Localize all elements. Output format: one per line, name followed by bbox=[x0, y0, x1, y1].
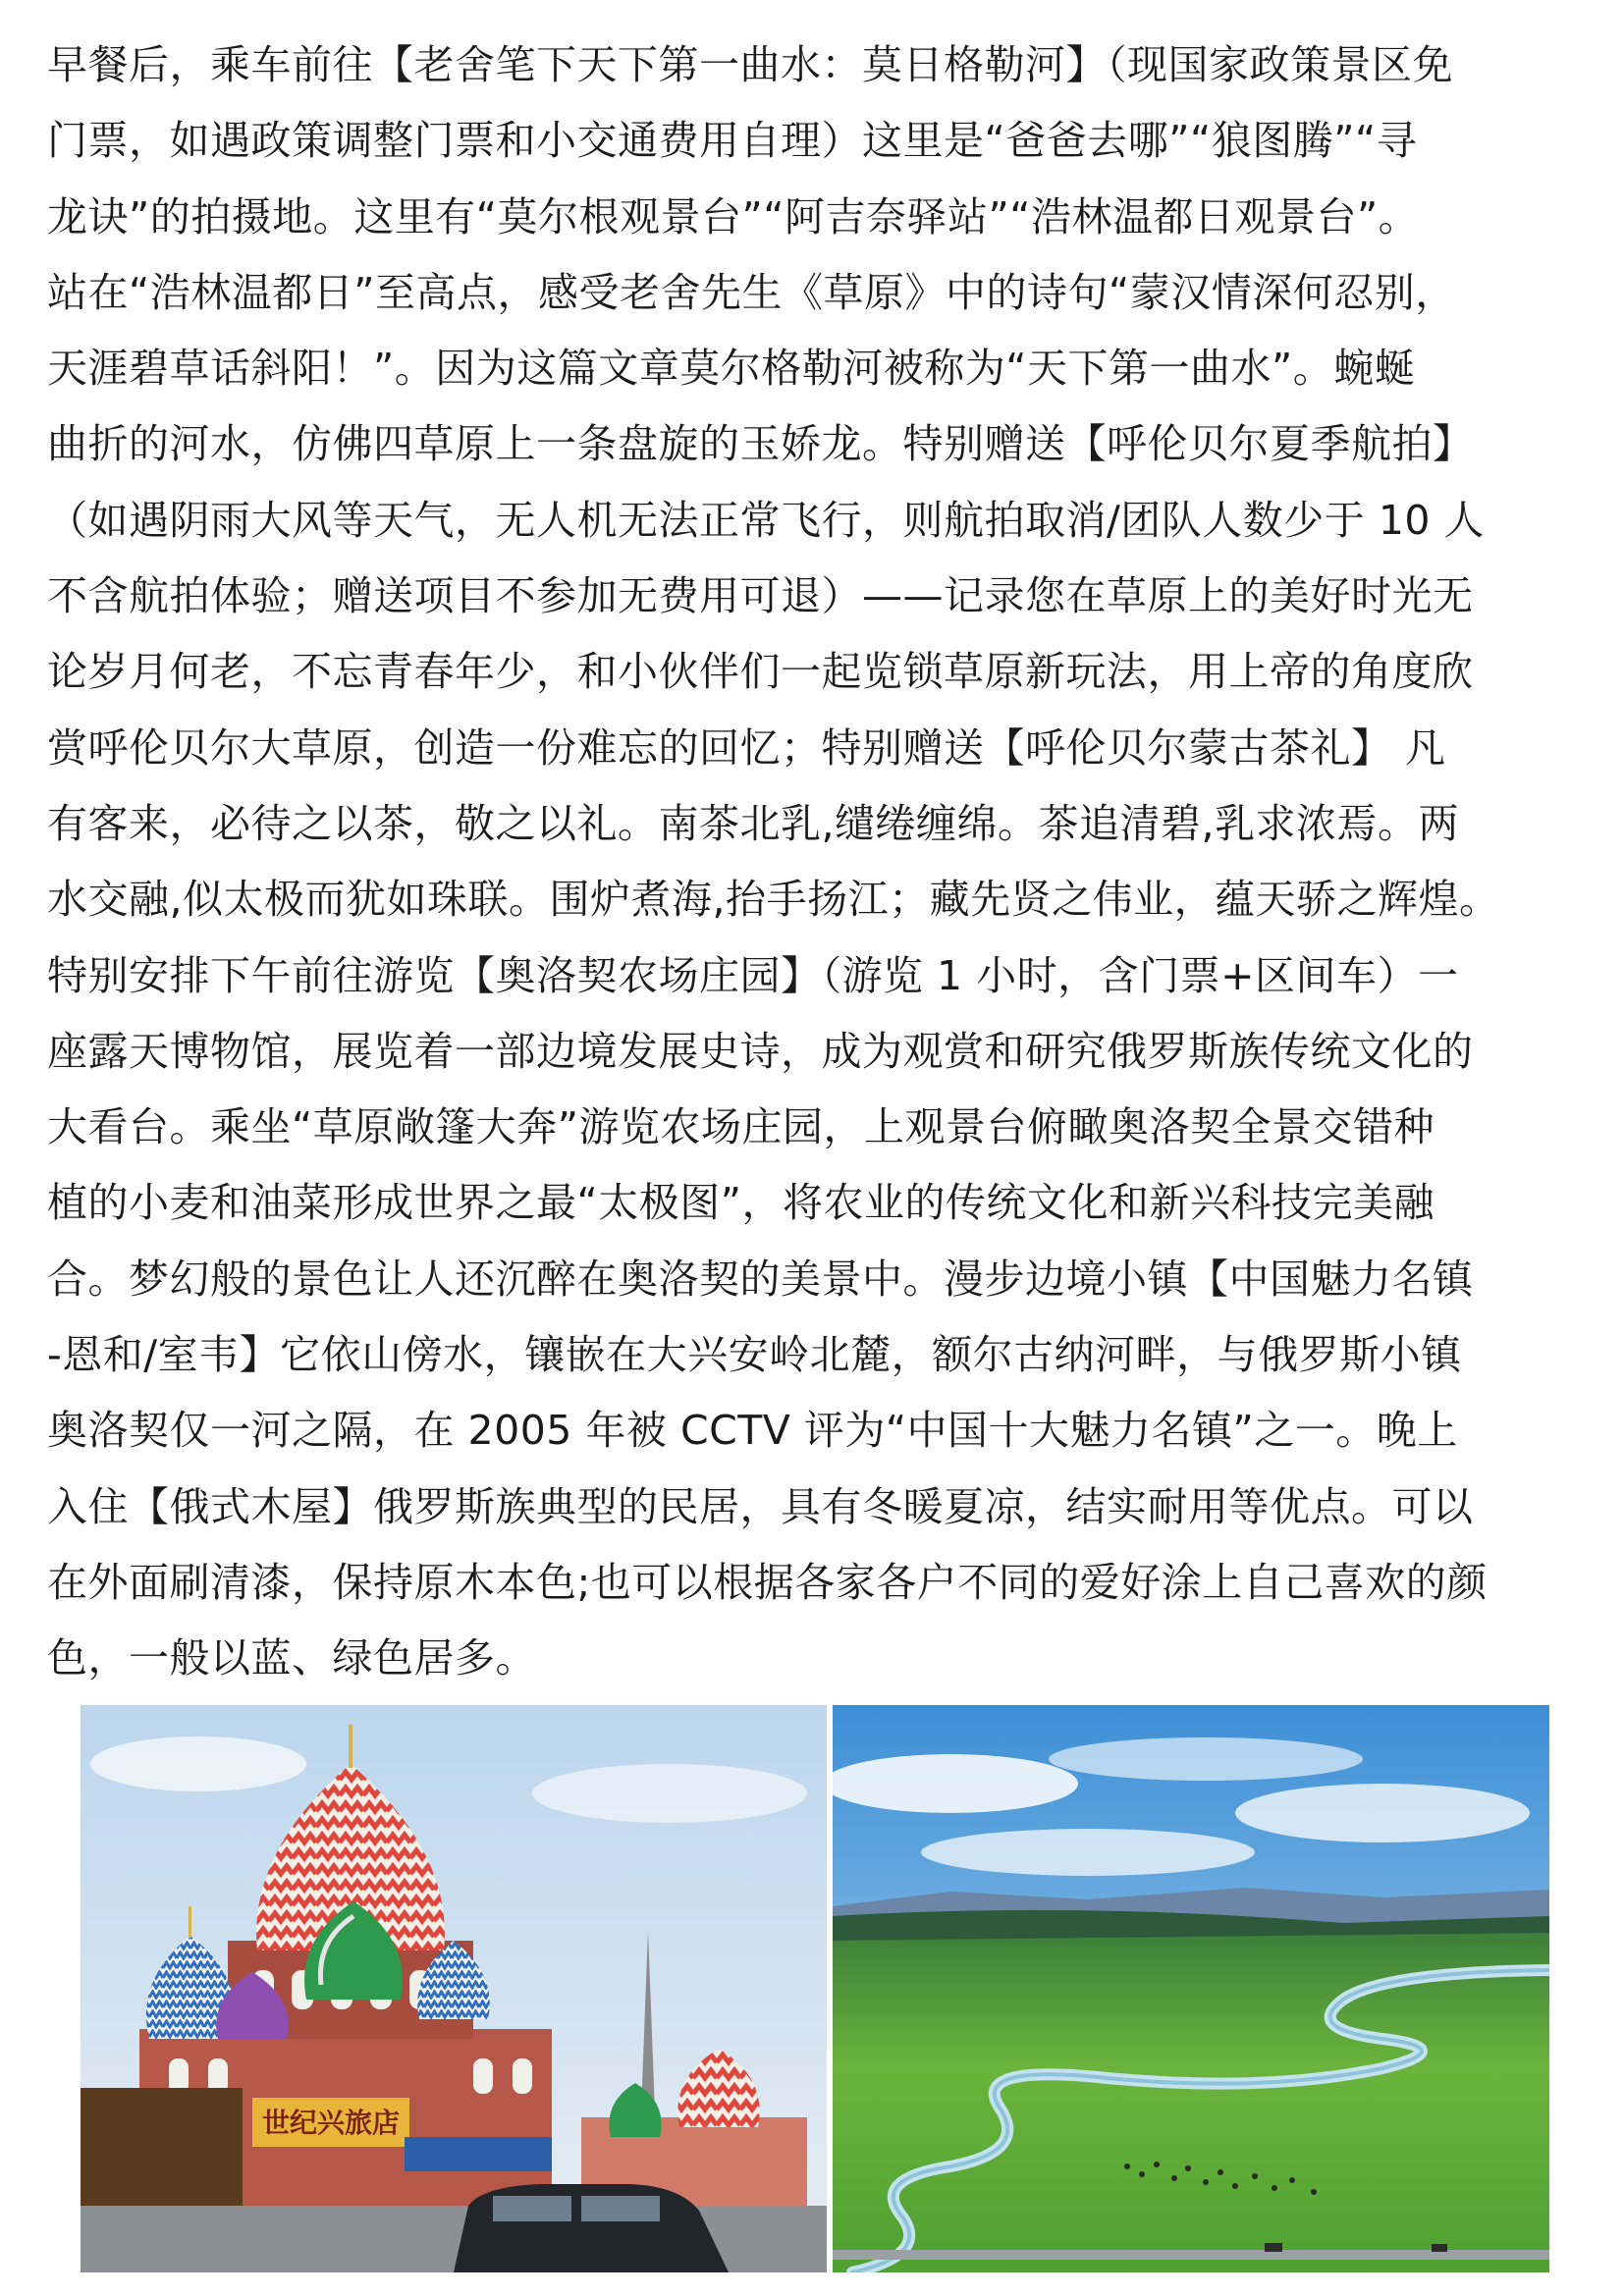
article-line: 大看台。乘坐“草原敞篷大奔”游览农场庄园，上观景台俯瞰奥洛契全景交错种 bbox=[47, 1103, 1435, 1151]
article-line: 植的小麦和油菜形成世界之最“太极图”，将农业的传统文化和新兴科技完美融 bbox=[47, 1179, 1435, 1227]
onion-dome-building-illustration bbox=[81, 1705, 827, 2272]
shop-sign-text: 世纪兴旅店 bbox=[261, 2107, 401, 2139]
article-line: 不含航拍体验；赠送项目不参加无费用可退）——记录您在草原上的美好时光无 bbox=[47, 572, 1474, 620]
article-body bbox=[47, 27, 1579, 1697]
article-line: 色，一般以蓝、绿色居多。 bbox=[47, 1634, 536, 1682]
article-line: 有客来，必待之以茶，敬之以礼。南茶北乳,缱绻缠绵。茶追清碧,乳求浓焉。两 bbox=[47, 799, 1460, 847]
article-line: 龙诀”的拍摄地。这里有“莫尔根观景台”“阿吉奈驿站”“浩林温都日观景台”。 bbox=[47, 192, 1420, 240]
article-line: 座露天博物馆，展览着一部边境发展史诗，成为观赏和研究俄罗斯族传统文化的 bbox=[47, 1027, 1474, 1075]
article-line: -恩和/室韦】它依山傍水，镶嵌在大兴安岭北麓，额尔古纳河畔，与俄罗斯小镇 bbox=[47, 1331, 1462, 1379]
article-line: 水交融,似太极而犹如珠联。围炉煮海,抬手扬江；藏先贤之伟业，蕴天骄之辉煌。 bbox=[47, 876, 1500, 924]
article-line: 入住【俄式木屋】俄罗斯族典型的民居，具有冬暖夏凉，结实耐用等优点。可以 bbox=[47, 1482, 1474, 1530]
article-line: 天涯碧草话斜阳！”。因为这篇文章莫尔格勒河被称为“天下第一曲水”。蜿蜒 bbox=[47, 345, 1416, 393]
article-line: （如遇阴雨大风等天气，无人机无法正常飞行，则航拍取消/团队人数少于 10 人 bbox=[47, 496, 1486, 544]
grassland-river-illustration bbox=[833, 1705, 1549, 2272]
article-line: 赏呼伦贝尔大草原，创造一份难忘的回忆；特别赠送【呼伦贝尔蒙古茶礼】 凡 bbox=[47, 723, 1446, 772]
article-line: 站在“浩林温都日”至高点，感受老舍先生《草原》中的诗句“蒙汉情深何忍别， bbox=[47, 268, 1456, 316]
onion-dome-building-photo bbox=[81, 1705, 827, 2272]
article-line: 曲折的河水，仿佛四草原上一条盘旋的玉娇龙。特别赠送【呼伦贝尔夏季航拍】 bbox=[47, 420, 1474, 468]
article-line: 奥洛契仅一河之隔，在 2005 年被 CCTV 评为“中国十大魅力名镇”之一。晚上 bbox=[47, 1407, 1458, 1455]
article-line: 合。梦幻般的景色让人还沉醉在奥洛契的美景中。漫步边境小镇【中国魅力名镇 bbox=[47, 1255, 1474, 1303]
article-line: 早餐后，乘车前往【老舍笔下天下第一曲水：莫日格勒河】（现国家政策景区免 bbox=[47, 41, 1453, 88]
article-line: 在外面刷清漆，保持原木本色;也可以根据各家各户不同的爱好涂上自己喜欢的颜 bbox=[47, 1558, 1488, 1606]
article-line: 特别安排下午前往游览【奥洛契农场庄园】（游览 1 小时，含门票+区间车）一 bbox=[47, 951, 1459, 999]
article-line: 论岁月何老，不忘青春年少，和小伙伴们一起览锁草原新玩法，用上帝的角度欣 bbox=[47, 648, 1474, 696]
meandering-river-grassland-photo bbox=[833, 1705, 1549, 2272]
article-line: 门票，如遇政策调整门票和小交通费用自理）这里是“爸爸去哪”“狼图腾”“寻 bbox=[47, 117, 1418, 165]
